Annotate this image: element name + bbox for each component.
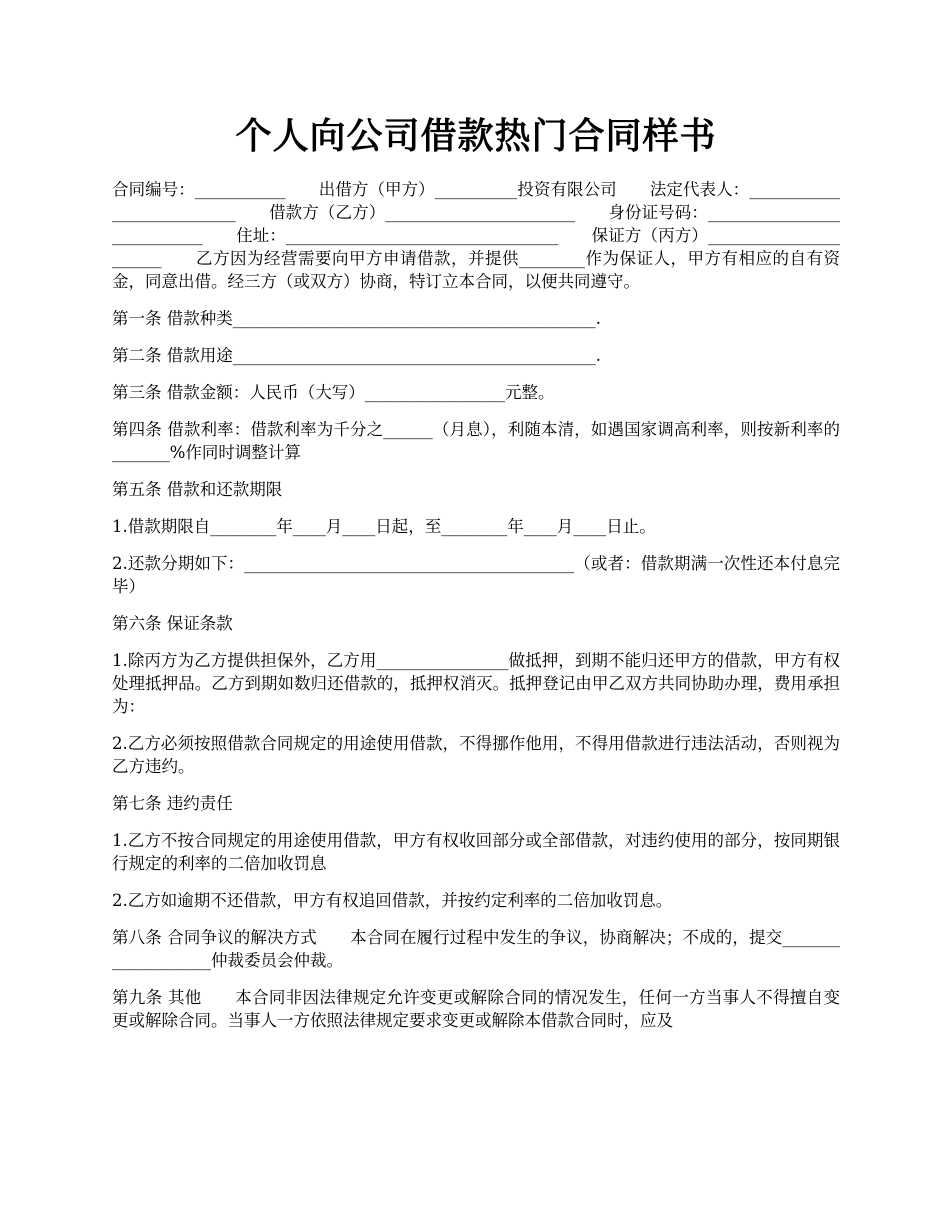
preamble-paragraph: 合同编号：___________ 出借方（甲方）__________投资有限公司 法定代表人：__________________________ 借款方（乙方）_______________________ 身份证号码：___________________________ 住址：_________________________________ 保证方（丙方）______________________ 乙方因为经营需要向甲方申请借款，并提供________作为保证人，甲方有相应的自有资金，同意出借。经三方（或双方）协商，特订立本合同，以便共同遵守。 bbox=[112, 180, 840, 291]
article-5-heading: 第五条 借款和还款期限 bbox=[112, 480, 283, 499]
contract-body bbox=[112, 178, 840, 1046]
article-1: 第一条 借款种类____________________________________________. bbox=[112, 309, 601, 328]
article-9: 第九条 其他 本合同非因法律规定允许变更或解除合同的情况发生，任何一方当事人不得擅自变更或解除合同。当事人一方依照法律规定要求变更或解除本借款合同时，应及 bbox=[112, 988, 840, 1030]
article-6-clause-1: 1.除丙方为乙方提供担保外，乙方用________________做抵押，到期不能归还甲方的借款，甲方有权处理抵押品。乙方到期如数归还借款的，抵押权消灭。抵押登记由甲乙双方共同协助办理，费用承担为： bbox=[112, 651, 840, 716]
article-7-clause-2: 2.乙方如逾期不还借款，甲方有权追回借款，并按约定利率的二倍加收罚息。 bbox=[112, 891, 673, 910]
article-7-heading: 第七条 违约责任 bbox=[112, 794, 233, 813]
article-6-heading: 第六条 保证条款 bbox=[112, 614, 233, 633]
article-5-clause-2: 2.还款分期如下：________________________________________（或者：借款期满一次性还本付息完毕） bbox=[112, 554, 840, 596]
article-3: 第三条 借款金额：人民币（大写）_________________元整。 bbox=[112, 383, 555, 402]
article-8: 第八条 合同争议的解决方式 本合同在履行过程中发生的争议，协商解决；不成的，提交___________________仲裁委员会仲裁。 bbox=[112, 928, 840, 970]
article-2: 第二条 借款用途____________________________________________. bbox=[112, 346, 601, 365]
article-7-clause-1: 1.乙方不按合同规定的用途使用借款，甲方有权收回部分或全部借款，对违约使用的部分，按同期银行规定的利率的二倍加收罚息 bbox=[112, 831, 840, 873]
page-title: 个人向公司借款热门合同样书 bbox=[235, 116, 717, 157]
article-4: 第四条 借款利率：借款利率为千分之______（月息），利随本清，如遇国家调高利率，则按新利率的_______%作同时调整计算 bbox=[112, 420, 840, 462]
article-5-clause-1: 1.借款期限自________年____月____日起，至________年____月____日止。 bbox=[112, 517, 656, 536]
article-6-clause-2: 2.乙方必须按照借款合同规定的用途使用借款，不得挪作他用，不得用借款进行违法活动，否则视为乙方违约。 bbox=[112, 734, 840, 776]
